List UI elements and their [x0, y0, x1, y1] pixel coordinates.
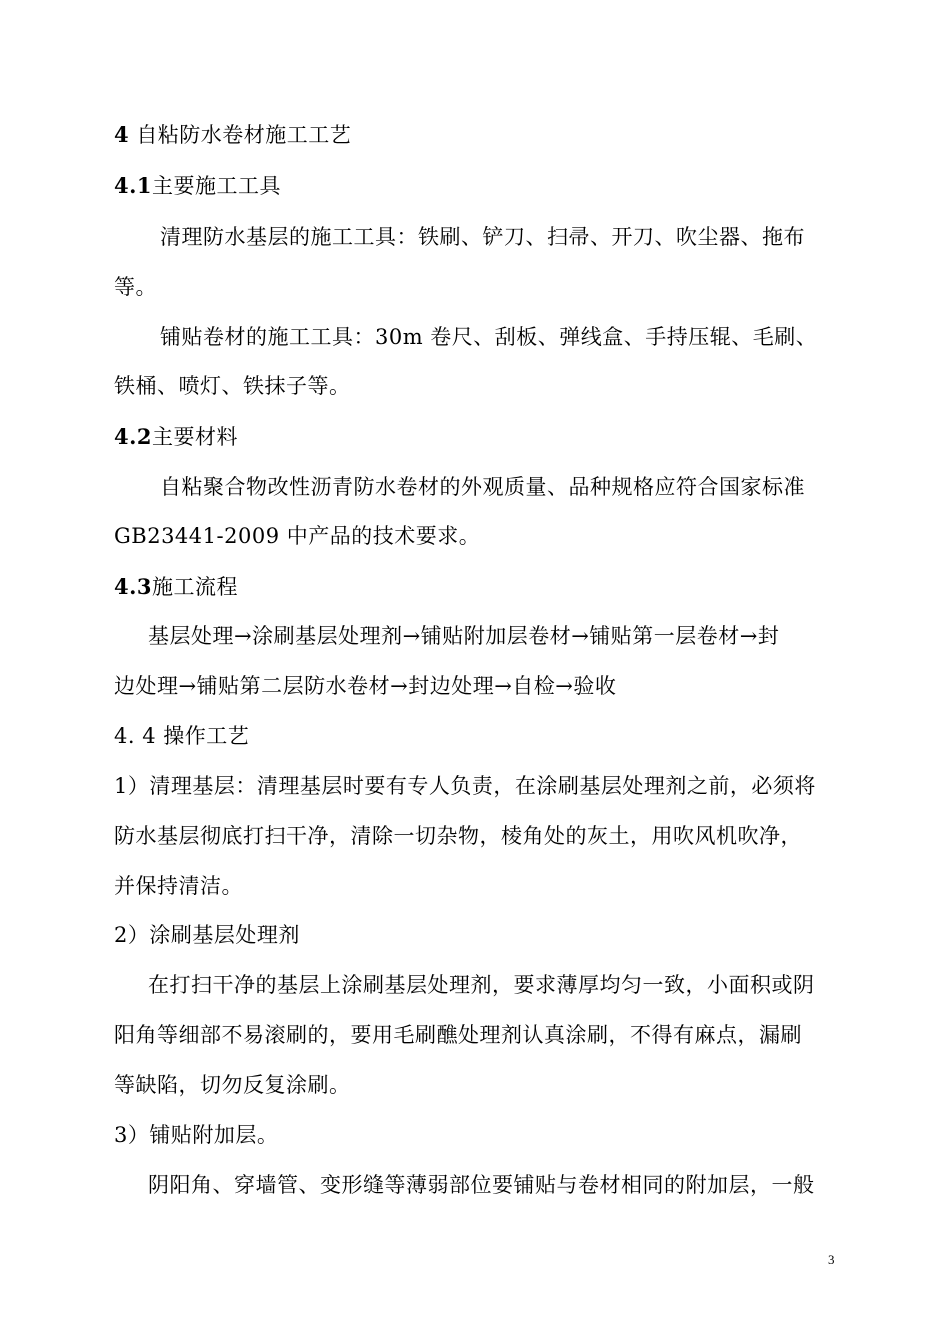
item-2-line-2: 阳角等细部不易滚刷的，要用毛刷醮处理剂认真涂刷，不得有麻点，漏刷 [114, 1023, 802, 1047]
section-4-heading [114, 122, 844, 148]
item-1-line-3: 并保持清洁。 [114, 874, 243, 898]
tools-cleaning-line-2: 等。 [114, 275, 157, 299]
item-2-line-3: 等缺陷，切勿反复涂刷。 [114, 1073, 351, 1097]
item-1-line-1: 1）清理基层：清理基层时要有专人负责，在涂刷基层处理剂之前，必须将 [114, 774, 816, 798]
section-4-1-number: 4.1 [114, 173, 153, 198]
tools-cleaning-line-1: 清理防水基层的施工工具：铁刷、铲刀、扫帚、开刀、吹尘器、拖布 [160, 225, 805, 249]
section-4-3-number: 4.3 [114, 574, 153, 599]
item-1-line-2: 防水基层彻底打扫干净，清除一切杂物，棱角处的灰土，用吹风机吹净， [114, 824, 802, 848]
item-2-title: 2）涂刷基层处理剂 [114, 923, 300, 947]
materials-line-1: 自粘聚合物改性沥青防水卷材的外观质量、品种规格应符合国家标准 [160, 475, 805, 499]
process-flow-line-1: 基层处理→涂刷基层处理剂→铺贴附加层卷材→铺贴第一层卷材→封 [148, 624, 780, 648]
section-4-2-number: 4.2 [114, 424, 153, 449]
page-number: 3 [828, 1252, 835, 1267]
section-4-1-title: 主要施工工具 [152, 174, 282, 198]
section-4-1-heading [114, 173, 844, 199]
section-4-3-heading [114, 574, 844, 600]
item-2-line-1: 在打扫干净的基层上涂刷基层处理剂，要求薄厚均匀一致，小面积或阴 [148, 973, 815, 997]
tools-laying-line-2: 铁桶、喷灯、铁抹子等。 [114, 374, 351, 398]
tools-laying-line-1: 铺贴卷材的施工工具：30m 卷尺、刮板、弹线盒、手持压辊、毛刷、 [160, 325, 818, 349]
section-4-title: 自粘防水卷材施工工艺 [136, 123, 352, 147]
materials-line-2: GB23441-2009 中产品的技术要求。 [114, 524, 481, 548]
section-4-number: 4 [114, 122, 130, 147]
section-4-4-heading: 4. 4 操作工艺 [114, 724, 250, 748]
item-3-line-1: 阴阳角、穿墙管、变形缝等薄弱部位要铺贴与卷材相同的附加层，一般 [148, 1173, 815, 1197]
section-4-3-title: 施工流程 [152, 575, 239, 599]
process-flow-line-2: 边处理→铺贴第二层防水卷材→封边处理→自检→验收 [114, 674, 617, 698]
section-4-2-heading [114, 424, 844, 450]
item-3-title: 3）铺贴附加层。 [114, 1123, 279, 1147]
section-4-2-title: 主要材料 [152, 425, 239, 449]
